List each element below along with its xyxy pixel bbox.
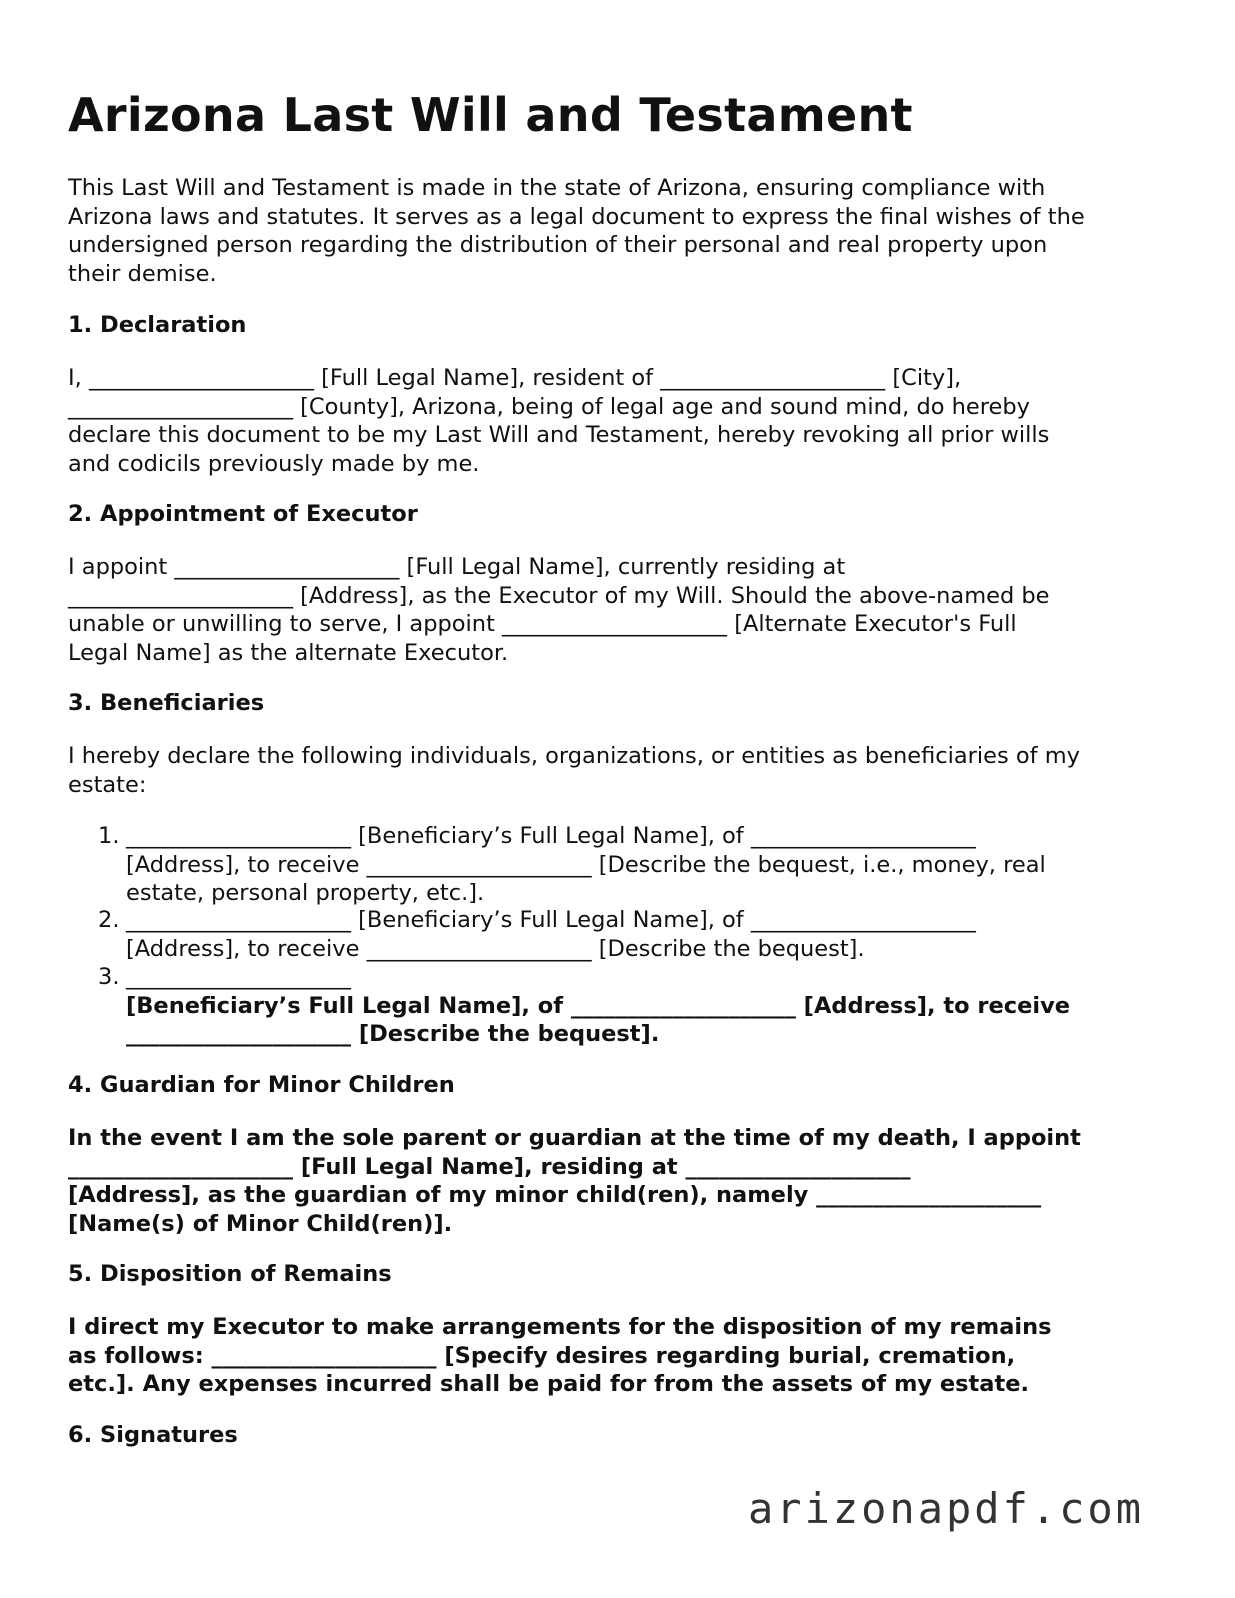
declaration-line: declare this document to be my Last Will and Testament, hereby revoking all prior wills (68, 422, 1050, 449)
section-heading-remains: 5. Disposition of Remains (68, 1261, 392, 1287)
list-item-line: ____________________ [Beneficiary’s Full Legal Name], of ____________________ (126, 907, 976, 933)
declaration-paragraph (68, 364, 1168, 478)
declaration-line: I, ____________________ [Full Legal Name], resident of ____________________ [City], (68, 365, 962, 391)
document-title: Arizona Last Will and Testament (68, 88, 913, 142)
remains-paragraph (68, 1313, 1168, 1399)
intro-line: This Last Will and Testament is made in the state of Arizona, ensuring compliance with (68, 175, 1046, 201)
guardian-line: ____________________ [Full Legal Name], residing at ____________________ (68, 1153, 911, 1180)
section-heading-beneficiaries: 3. Beneficiaries (68, 690, 265, 716)
section-heading-signatures: 6. Signatures (68, 1422, 238, 1448)
guardian-line: In the event I am the sole parent or guardian at the time of my death, I appoint (68, 1125, 1081, 1151)
list-item-line: estate, personal property, etc.]. (126, 880, 485, 907)
section-heading-declaration: 1. Declaration (68, 312, 247, 338)
list-item-number: 3. (98, 964, 120, 990)
intro-line: undersigned person regarding the distribution of their personal and real property upon (68, 232, 1048, 259)
remains-line: I direct my Executor to make arrangements for the disposition of my remains (68, 1314, 1052, 1340)
list-item-line: ____________________ [Beneficiary’s Full Legal Name], of ____________________ (126, 823, 976, 849)
guardian-line: [Name(s) of Minor Child(ren)]. (68, 1210, 453, 1237)
section-heading-guardian: 4. Guardian for Minor Children (68, 1072, 455, 1098)
remains-line: etc.]. Any expenses incurred shall be paid for from the assets of my estate. (68, 1371, 1030, 1398)
list-item-line: [Address], to receive ____________________ [Describe the bequest]. (126, 935, 865, 962)
section-heading-executor: 2. Appointment of Executor (68, 501, 418, 527)
intro-paragraph (68, 174, 1168, 288)
executor-line: ____________________ [Address], as the Executor of my Will. Should the above-named be (68, 582, 1050, 609)
executor-line: I appoint ____________________ [Full Legal Name], currently residing at (68, 554, 846, 580)
executor-paragraph (68, 553, 1168, 667)
guardian-paragraph (68, 1124, 1168, 1238)
list-item-number: 2. (98, 907, 120, 933)
declaration-line: ____________________ [County], Arizona, being of legal age and sound mind, do hereby (68, 393, 1030, 420)
list-item-line: ____________________ [Describe the bequest]. (126, 1021, 660, 1048)
intro-line: their demise. (68, 260, 217, 287)
beneficiaries-line: estate: (68, 771, 147, 798)
beneficiaries-paragraph (68, 742, 1168, 799)
executor-line: Legal Name] as the alternate Executor. (68, 639, 509, 666)
declaration-line: and codicils previously made by me. (68, 450, 480, 477)
site-watermark: arizonapdf.com (748, 1484, 1145, 1533)
intro-line: Arizona laws and statutes. It serves as a legal document to express the final wishes of the (68, 203, 1085, 230)
executor-line: unable or unwilling to serve, I appoint ____________________ [Alternate Executor's Full (68, 611, 1017, 638)
list-item-number: 1. (98, 823, 120, 849)
list-item-line: ____________________ (126, 964, 351, 990)
remains-line: as follows: ____________________ [Specify desires regarding burial, cremation, (68, 1342, 1016, 1369)
beneficiaries-line: I hereby declare the following individuals, organizations, or entities as beneficiaries of my (68, 743, 1080, 769)
list-item-line: [Address], to receive ____________________ [Describe the bequest, i.e., money, real (126, 851, 1046, 878)
guardian-line: [Address], as the guardian of my minor child(ren), namely ____________________ (68, 1182, 1042, 1209)
list-item-line: [Beneficiary’s Full Legal Name], of ____________________ [Address], to receive (126, 992, 1071, 1019)
